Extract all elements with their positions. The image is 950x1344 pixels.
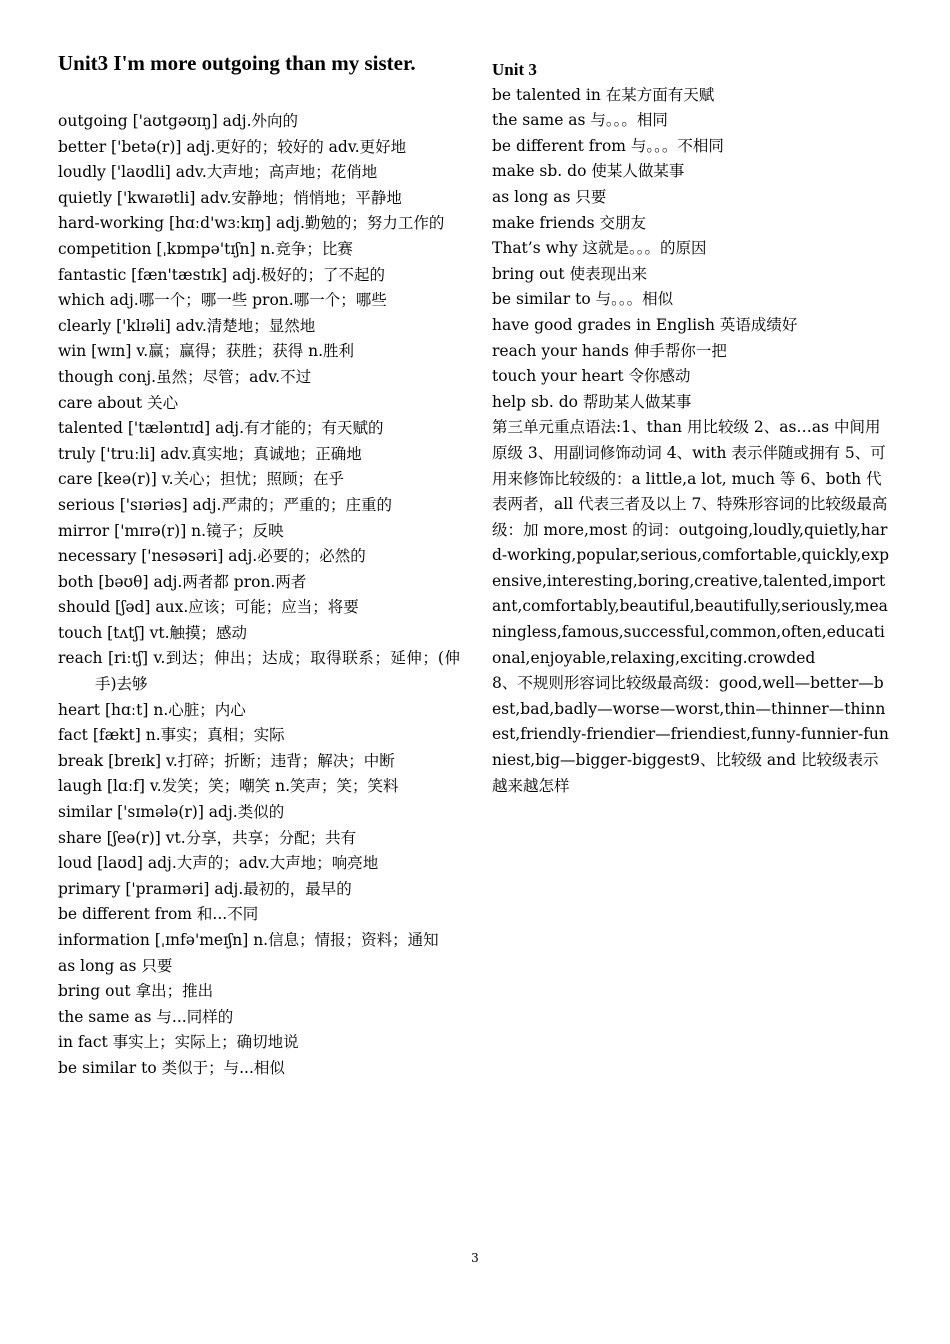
- phrase-entry: be similar to 与。。。相似: [492, 290, 674, 309]
- phrase-entry: the same as 与。。。相同: [492, 111, 668, 130]
- vocab-entry: laugh [lɑːf] v.发笑；笑；嘲笑 n.笑声；笑；笑料: [58, 777, 399, 796]
- vocab-entry: break [breɪk] v.打碎；折断；违背；解决；中断: [58, 751, 395, 770]
- vocab-entry: hard-working [hɑːd'wɜːkɪŋ] adj.勤勉的；努力工作的: [58, 214, 445, 233]
- phrase-list: [492, 83, 892, 416]
- vocab-entry: serious ['sɪəriəs] adj.严肃的；严重的；庄重的: [58, 495, 392, 514]
- vocab-entry: in fact 事实上；实际上；确切地说: [58, 1033, 299, 1052]
- vocab-entry: quietly ['kwaɪətli] adv.安静地；悄悄地；平静地: [58, 188, 402, 207]
- grammar-notes: 第三单元重点语法:1、than 用比较级 2、as…as 中间用原级 3、用副词修饰动词 4、with 表示伴随或拥有 5、可用来修饰比较级的：a little,a lot, much 等 6、both 代表两者，all 代表三者及以上 7、特殊形容词的比较级最高级：加 more,most 的词：outgoing,loudly,quietly,hard-working,popular,serious,comfortable,quickly,expensive,interesting,boring,creative,talented,important,comfortably,beautiful,beautifully,seriously,meaningless,famous,successful,common,often,educational,enjoyable,relaxing,exciting.crowded: [492, 418, 890, 667]
- page-number: 3: [471, 1251, 479, 1265]
- left-column: [58, 50, 460, 1082]
- vocab-entry: clearly ['klɪəli] adv.清楚地；显然地: [58, 316, 316, 335]
- phrase-entry: That’s why 这就是。。。的原因: [492, 239, 707, 258]
- vocab-entry: care [keə(r)] v.关心；担忧；照顾；在乎: [58, 470, 345, 489]
- unit-title: Unit3 I'm more outgoing than my sister.: [58, 51, 416, 75]
- vocab-entry: as long as 只要: [58, 956, 173, 975]
- phrase-entry: reach your hands 伸手帮你一把: [492, 341, 727, 360]
- phrase-entry: touch your heart 令你感动: [492, 367, 691, 386]
- phrase-entry: be different from 与。。。不相同: [492, 136, 724, 155]
- phrase-entry: have good grades in English 英语成绩好: [492, 315, 798, 334]
- vocab-entry: the same as 与...同样的: [58, 1007, 234, 1026]
- vocab-entry: share [ʃeə(r)] vt.分享，共享；分配；共有: [58, 828, 357, 847]
- vocab-entry: though conj.虽然；尽管；adv.不过: [58, 367, 312, 386]
- vocab-entry: touch [tʌtʃ] vt.触摸；感动: [58, 623, 247, 642]
- phrase-entry: bring out 使表现出来: [492, 264, 648, 283]
- vocab-entry: fantastic [fæn'tæstɪk] adj.极好的；了不起的: [58, 265, 385, 284]
- vocab-entry: loud [laʊd] adj.大声的；adv.大声地；响亮地: [58, 854, 379, 873]
- vocab-entry: better ['betə(r)] adj.更好的；较好的 adv.更好地: [58, 137, 407, 156]
- vocab-entry: competition [ˌkɒmpə'tɪʃn] n.竞争；比赛: [58, 239, 353, 258]
- phrase-entry: as long as 只要: [492, 187, 607, 206]
- vocab-entry: talented ['tæləntɪd] adj.有才能的；有天赋的: [58, 419, 384, 438]
- vocab-entry: be different from 和...不同: [58, 905, 259, 924]
- phrases-title: Unit 3: [492, 60, 537, 79]
- right-column: [492, 57, 892, 799]
- vocabulary-list: [58, 109, 460, 1082]
- vocab-entry: both [bəʊθ] adj.两者都 pron.两者: [58, 572, 307, 591]
- vocab-entry: which adj.哪一个；哪一些 pron.哪一个；哪些: [58, 291, 387, 310]
- vocab-entry: similar ['sɪmələ(r)] adj.类似的: [58, 803, 285, 822]
- vocab-entry: loudly ['laʊdli] adv.大声地；高声地；花俏地: [58, 163, 378, 182]
- vocab-entry: should [ʃəd] aux.应该；可能；应当；将要: [58, 598, 359, 617]
- vocab-entry: mirror ['mɪrə(r)] n.镜子；反映: [58, 521, 284, 540]
- vocab-entry: information [ˌɪnfə'meɪʃn] n.信息；情报；资料；通知: [58, 931, 439, 949]
- vocab-entry: win [wɪn] v.赢；赢得；获胜；获得 n.胜利: [58, 342, 355, 361]
- vocab-entry: necessary ['nesəsəri] adj.必要的；必然的: [58, 547, 366, 566]
- vocab-entry: bring out 拿出；推出: [58, 982, 214, 1001]
- phrase-entry: make sb. do 使某人做某事: [492, 162, 685, 181]
- vocab-entry: reach [riːtʃ] v.到达；伸出；达成；取得联系；延伸；(伸手)去够: [58, 649, 460, 694]
- vocab-entry: primary ['praɪməri] adj.最初的，最早的: [58, 879, 352, 898]
- phrase-entry: make friends 交朋友: [492, 213, 646, 232]
- vocab-entry: heart [hɑːt] n.心脏；内心: [58, 700, 246, 719]
- vocab-entry: fact [fækt] n.事实；真相；实际: [58, 726, 285, 745]
- phrase-entry: help sb. do 帮助某人做某事: [492, 392, 692, 411]
- vocab-entry: be similar to 类似于；与...相似: [58, 1058, 285, 1077]
- vocab-entry: truly ['truːli] adv.真实地；真诚地；正确地: [58, 444, 362, 463]
- phrase-entry: be talented in 在某方面有天赋: [492, 85, 715, 104]
- irregular-comparatives: 8、不规则形容词比较级最高级：good,well—better—best,bad,badly—worse—worst,thin—thinner—thinnest,friendly-friendier—friendiest,funny-funnier-funniest,big—bigger-biggest9、比较级 and 比较级表示越来越怎样: [492, 674, 889, 795]
- vocab-entry: care about 关心: [58, 393, 179, 412]
- vocab-entry: outgoing ['aʊtgəʊɪŋ] adj.外向的: [58, 112, 298, 130]
